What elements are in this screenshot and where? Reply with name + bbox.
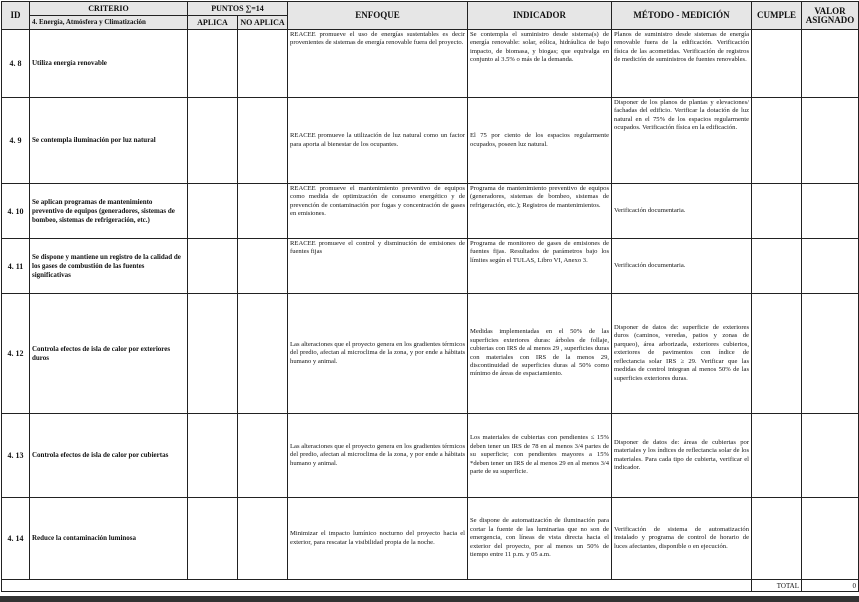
table-row xyxy=(2,414,859,498)
header-indicador: INDICADOR xyxy=(468,2,612,30)
row-id: 4. 12 xyxy=(2,294,30,414)
row-id: 4. 13 xyxy=(2,414,30,498)
no-aplica-cell[interactable] xyxy=(238,294,288,414)
no-aplica-cell[interactable] xyxy=(238,239,288,294)
cumple-cell[interactable] xyxy=(752,414,802,498)
header-enfoque: ENFOQUE xyxy=(288,2,468,30)
row-enfoque: REACEE promueve el control y disminución de emisiones de fuentes fijas xyxy=(288,239,468,294)
no-aplica-cell[interactable] xyxy=(238,184,288,239)
table-row xyxy=(2,184,859,239)
cumple-cell[interactable] xyxy=(752,498,802,580)
row-metodo: Disponer de los planos de plantas y elevaciones/ fachadas del edificio. Verificar la dotación de luz natural en el 75% de los espacios regularmente ocupados. Verificación física en la edificación. xyxy=(612,98,752,184)
table-row xyxy=(2,239,859,294)
row-indicador: Programa de mantenimiento preventivo de equipos (generadores, sistemas de bombeo, sistemas de refrigeración, etc.); Registros de mantenimientos. xyxy=(468,184,612,239)
row-id: 4. 8 xyxy=(2,30,30,98)
aplica-cell[interactable] xyxy=(188,414,238,498)
criteria-table xyxy=(1,1,859,592)
row-id: 4. 9 xyxy=(2,98,30,184)
total-row xyxy=(2,580,859,592)
valor-cell[interactable] xyxy=(802,414,859,498)
cumple-cell[interactable] xyxy=(752,30,802,98)
row-enfoque: Las alteraciones que el proyecto genera en los gradientes térmicos del predio, afectan al microclima de la zona, y por ende a hábitats humano y animal. xyxy=(288,294,468,414)
header-metodo: MÉTODO - MEDICIÓN xyxy=(612,2,752,30)
header-valor: VALOR ASIGNADO xyxy=(802,2,859,30)
aplica-cell[interactable] xyxy=(188,30,238,98)
valor-cell[interactable] xyxy=(802,30,859,98)
row-indicador: Programa de monitoreo de gases de emisiones de fuentes fijas. Resultados de parámetros bajo los límites según el TULAS, Libro VI, Anexo 3. xyxy=(468,239,612,294)
row-criterio: Se aplican programas de mantenimiento preventivo de equipos (generadores, sistemas de bombeo, sistemas de refrigeración, etc.) xyxy=(30,184,188,239)
row-criterio: Se dispone y mantiene un registro de la calidad de los gases de combustión de las fuentes significativas xyxy=(30,239,188,294)
row-enfoque: Las alteraciones que el proyecto genera en los gradientes térmicos del predio, afectan al microclima de la zona, y por ende a hábitats humano y animal. xyxy=(288,414,468,498)
cumple-cell[interactable] xyxy=(752,239,802,294)
row-metodo: Disponer de datos de: áreas de cubiertas por materiales y los índices de reflectancia solar de los materiales. Para cada tipo de cubierta, verificar el indicador. xyxy=(612,414,752,498)
table-row xyxy=(2,294,859,414)
row-criterio: Se contempla iluminación por luz natural xyxy=(30,98,188,184)
aplica-cell[interactable] xyxy=(188,98,238,184)
row-id: 4. 14 xyxy=(2,498,30,580)
page-bottom-border xyxy=(0,596,859,602)
valor-cell[interactable] xyxy=(802,239,859,294)
aplica-cell[interactable] xyxy=(188,498,238,580)
row-criterio: Reduce la contaminación luminosa xyxy=(30,498,188,580)
header-no-aplica: NO APLICA xyxy=(238,16,288,30)
row-indicador: Medidas implementadas en el 50% de las superficies exteriores duras: árboles de follaje, cubiertas con IRS de al menos 29 , superficies duras con materiales con IRS de la menos 29, discontinuidad de superficies duras al 50% como mínimo de áreas de espaciamiento. xyxy=(468,294,612,414)
valor-cell[interactable] xyxy=(802,498,859,580)
row-metodo: Verificación documentaria. xyxy=(612,184,752,239)
row-criterio: Controla efectos de isla de calor por exteriores duros xyxy=(30,294,188,414)
row-metodo: Disponer de datos de: superficie de exteriores duros (caminos, veredas, patios y zonas de parqueo), área arborizada, exteriores cubiertos, exteriores de pavimentos con índice de reflectancia solar IRS ≥ 29. Verificar que las medidas de control integran al menos 50% de las superficies exteriores duras. xyxy=(612,294,752,414)
row-enfoque: REACEE promueve el mantenimiento preventivo de equipos como medida de optimización de consumo energético y de prevención de contaminación por fugas y concentración de gases en emisiones. xyxy=(288,184,468,239)
row-metodo: Planos de suministro desde sistemas de energía renovable fuera de la edificación. Verificación física de las acometidas. Verificación de registros de medición de suministros de fuentes renovables. xyxy=(612,30,752,98)
no-aplica-cell[interactable] xyxy=(238,30,288,98)
cumple-cell[interactable] xyxy=(752,294,802,414)
row-indicador: Se contempla el suministro desde sistema(s) de energía renovable: solar, eólica, hidráulica de bajo impacto, de biomasa, y biogas; que equivalga en conjunto al 3.5% o más de la demanda. xyxy=(468,30,612,98)
cumple-cell[interactable] xyxy=(752,98,802,184)
no-aplica-cell[interactable] xyxy=(238,414,288,498)
total-spacer xyxy=(2,580,752,592)
header-section: 4. Energía, Atmósfera y Climatización xyxy=(30,16,188,30)
row-indicador: El 75 por ciento de los espacios regularmente ocupados, poseen luz natural. xyxy=(468,98,612,184)
no-aplica-cell[interactable] xyxy=(238,98,288,184)
row-id: 4. 11 xyxy=(2,239,30,294)
total-value: 0 xyxy=(802,580,859,592)
table-row xyxy=(2,498,859,580)
row-enfoque: REACEE promueve el uso de energías sustentables es decir provenientes de sistemas de energía renovable fuera del proyecto. xyxy=(288,30,468,98)
row-criterio: Utiliza energía renovable xyxy=(30,30,188,98)
row-id: 4. 10 xyxy=(2,184,30,239)
row-criterio: Controla efectos de isla de calor por cubiertas xyxy=(30,414,188,498)
valor-cell[interactable] xyxy=(802,98,859,184)
row-indicador: Se dispone de automatización de iluminación para cortar la fuente de las luminarias que no son de emergencia, con líneas de vista directa hacia el exterior del proyecto, por al menos un 50% de tiempo entre 11 p.m. y 05 a.m. xyxy=(468,498,612,580)
no-aplica-cell[interactable] xyxy=(238,498,288,580)
table-row xyxy=(2,30,859,98)
row-enfoque: Minimizar el impacto lumínico nocturno del proyecto hacia el exterior, para rescatar la visibilidad propia de la noche. xyxy=(288,498,468,580)
row-indicador: Los materiales de cubiertas con pendientes ≤ 15% deben tener un IRS de 78 en al menos 3/4 partes de su superficie; con pendientes mayores a 15% *deben tener un IRS de al menos 29 en al menos 3/4 parte de su superficie. xyxy=(468,414,612,498)
table-row xyxy=(2,98,859,184)
aplica-cell[interactable] xyxy=(188,294,238,414)
header-cumple: CUMPLE xyxy=(752,2,802,30)
header-id: ID xyxy=(2,2,30,30)
valor-cell[interactable] xyxy=(802,184,859,239)
row-enfoque: REACEE promueve la utilización de luz natural como un factor para aporta al bienestar de los ocupantes. xyxy=(288,98,468,184)
total-label: TOTAL xyxy=(752,580,802,592)
row-metodo: Verificación documentaria. xyxy=(612,239,752,294)
row-metodo: Verificación de sistema de automatización instalado y programa de control de horario de luces afectantes, disponible o en ejecución. xyxy=(612,498,752,580)
header-criterio: CRITERIO xyxy=(30,2,188,16)
aplica-cell[interactable] xyxy=(188,184,238,239)
header-puntos: PUNTOS ∑=14 xyxy=(188,2,288,16)
cumple-cell[interactable] xyxy=(752,184,802,239)
aplica-cell[interactable] xyxy=(188,239,238,294)
valor-cell[interactable] xyxy=(802,294,859,414)
header-aplica: APLICA xyxy=(188,16,238,30)
